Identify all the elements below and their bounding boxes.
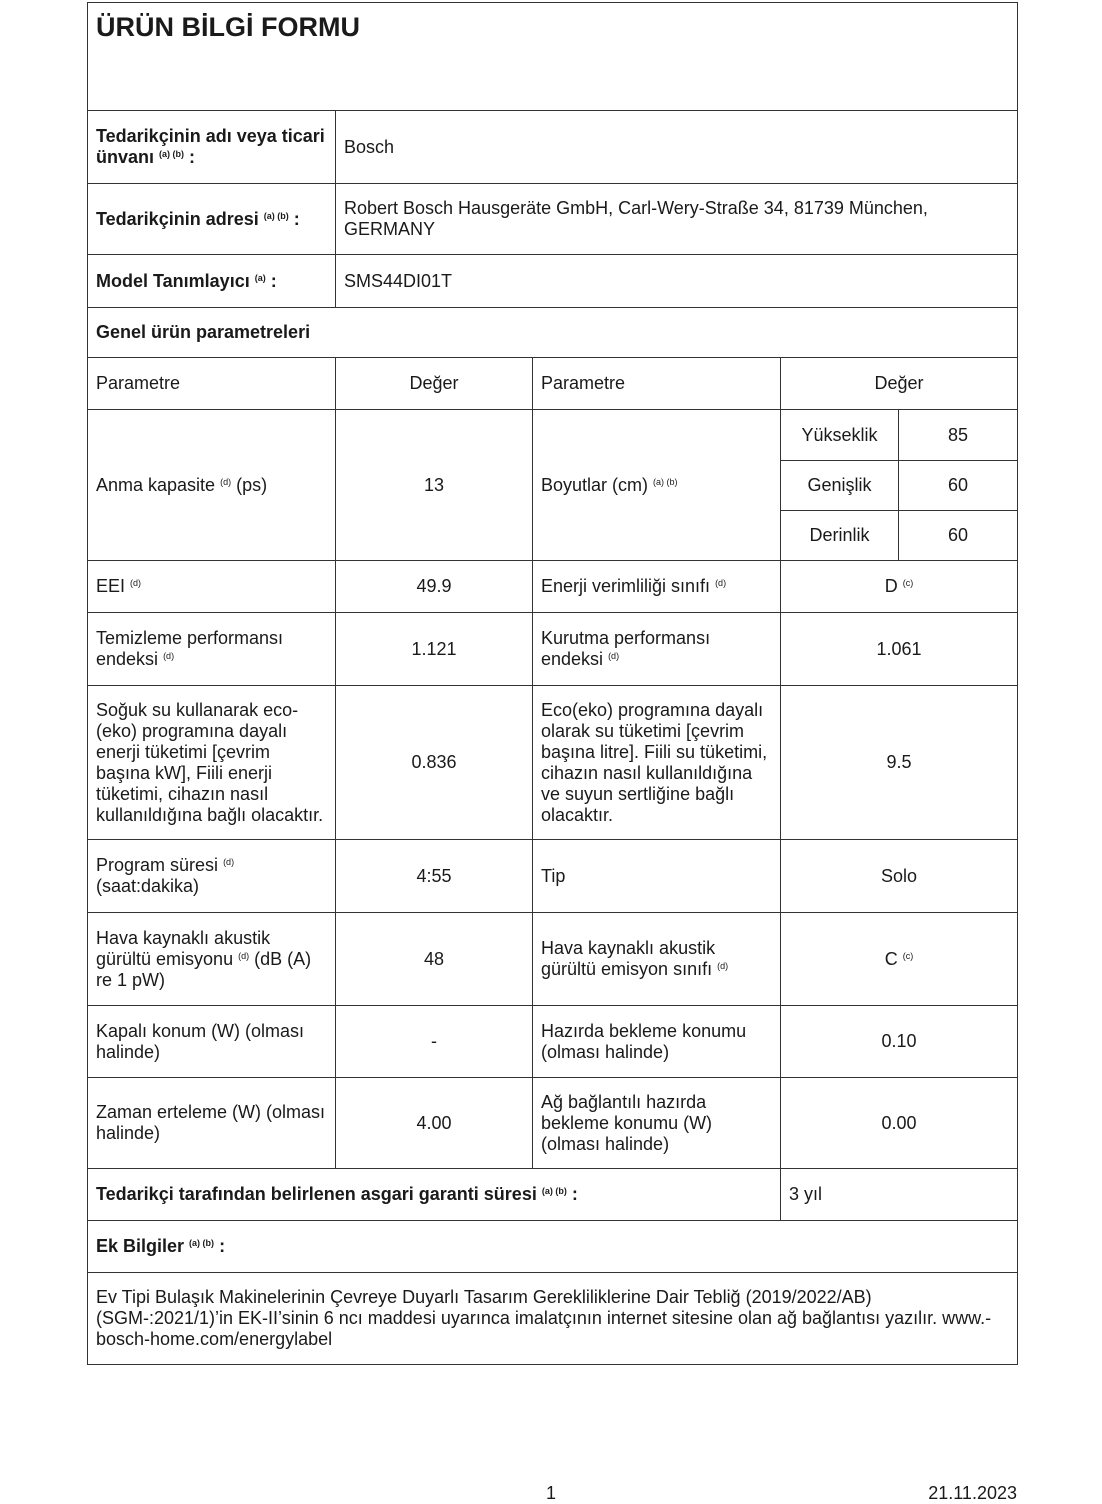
delay-start-value: 4.00 xyxy=(336,1078,533,1169)
drying-index-label: Kurutma performansı endeksi $^{(d)}$ xyxy=(533,613,781,686)
capacity-label: Anma kapasite $^{(d)}$ (ps) xyxy=(88,410,336,561)
noise-class-label: Hava kaynaklı akustik gürültü emisyon sınıfı $^{(d)}$ xyxy=(533,913,781,1006)
warranty-value: 3 yıl xyxy=(781,1169,1018,1221)
supplier-address-label: Tedarikçinin adresi $^{(a) (b)}$ : xyxy=(88,184,336,255)
delay-start-label: Zaman erteleme (W) (olması halinde) xyxy=(88,1078,336,1169)
off-mode-label: Kapalı konum (W) (olması halinde) xyxy=(88,1006,336,1078)
page-number: 1 xyxy=(545,1483,556,1503)
col-header-value-2: Değer xyxy=(781,358,1018,410)
document-date: 21.11.2023 xyxy=(928,1483,1017,1503)
noise-class-value: C $^{(c)}$ xyxy=(781,913,1018,1006)
model-value: SMS44DI01T xyxy=(336,255,1018,308)
water-consumption-value: 9.5 xyxy=(781,686,1018,840)
standby-label: Hazırda bekleme konumu (olması halinde) xyxy=(533,1006,781,1078)
eei-label: EEI $^{(d)}$ xyxy=(88,561,336,613)
width-label: Genişlik xyxy=(781,461,899,511)
networked-standby-label: Ağ bağlantılı hazırda bekleme konumu (W) (olması halinde) xyxy=(533,1078,781,1169)
cleaning-index-value: 1.121 xyxy=(336,613,533,686)
supplier-address-value: Robert Bosch Hausgeräte GmbH, Carl-Wery-Straße 34, 81739 München, GERMANY xyxy=(336,184,1018,255)
general-params-header: Genel ürün parametreleri xyxy=(88,308,1018,358)
height-value: 85 xyxy=(899,410,1018,461)
cleaning-index-label: Temizleme performansı endeksi $^{(d)}$ xyxy=(88,613,336,686)
program-duration-value: 4:55 xyxy=(336,840,533,913)
capacity-value: 13 xyxy=(336,410,533,561)
product-info-table xyxy=(87,2,1018,1365)
depth-label: Derinlik xyxy=(781,511,899,561)
type-value: Solo xyxy=(781,840,1018,913)
model-label: Model Tanımlayıcı $^{(a)}$ : xyxy=(88,255,336,308)
standby-value: 0.10 xyxy=(781,1006,1018,1078)
warranty-label: Tedarikçi tarafından belirlenen asgari garanti süresi $^{(a) (b)}$ : xyxy=(88,1169,781,1221)
dimensions-label: Boyutlar (cm) $^{(a) (b)}$ xyxy=(533,410,781,561)
off-mode-value: - xyxy=(336,1006,533,1078)
col-header-value-1: Değer xyxy=(336,358,533,410)
energy-class-label: Enerji verimliliği sınıfı $^{(d)}$ xyxy=(533,561,781,613)
additional-info-label: Ek Bilgiler $^{(a) (b)}$ : xyxy=(88,1221,1018,1273)
width-value: 60 xyxy=(899,461,1018,511)
noise-value: 48 xyxy=(336,913,533,1006)
program-duration-label: Program süresi $^{(d)}$ (saat:dakika) xyxy=(88,840,336,913)
eei-value: 49.9 xyxy=(336,561,533,613)
drying-index-value: 1.061 xyxy=(781,613,1018,686)
energy-class-value: D $^{(c)}$ xyxy=(781,561,1018,613)
col-header-parameter-1: Parametre xyxy=(88,358,336,410)
type-label: Tip xyxy=(533,840,781,913)
noise-label: Hava kaynaklı akustik gürültü emisyonu $^{(d)}$ (dB (A) re 1 pW) xyxy=(88,913,336,1006)
height-label: Yükseklik xyxy=(781,410,899,461)
water-consumption-label: Eco(eko) programına dayalı olarak su tüketimi [çevrim başına litre]. Fiili su tüketimi, cihazın nasıl kullanıldığına ve suyun sertliğine bağlı olacaktır. xyxy=(533,686,781,840)
form-title: ÜRÜN BİLGİ FORMU xyxy=(88,3,1018,111)
supplier-name-label: Tedarikçinin adı veya ticari ünvanı $^{(a) (b)}$ : xyxy=(88,111,336,184)
energy-consumption-value: 0.836 xyxy=(336,686,533,840)
depth-value: 60 xyxy=(899,511,1018,561)
networked-standby-value: 0.00 xyxy=(781,1078,1018,1169)
additional-info-text: Ev Tipi Bulaşık Makinelerinin Çevreye Duyarlı Tasarım Gerekliliklerine Dair Tebliğ (2019/2022/AB) (SGM-:2021/1)’in EK-II’sinin 6 ncı maddesi uyarınca imalatçının internet sitesine olan ağ bağlantısı yazılır. www.-bosch-home.com/energylabel xyxy=(88,1273,1018,1365)
energy-consumption-label: Soğuk su kullanarak eco-(eko) programına dayalı enerji tüketimi [çevrim başına kW], Fiili enerji tüketimi, cihazın nasıl kullanıldığına bağlı olacaktır. xyxy=(88,686,336,840)
col-header-parameter-2: Parametre xyxy=(533,358,781,410)
supplier-name-value: Bosch xyxy=(336,111,1018,184)
